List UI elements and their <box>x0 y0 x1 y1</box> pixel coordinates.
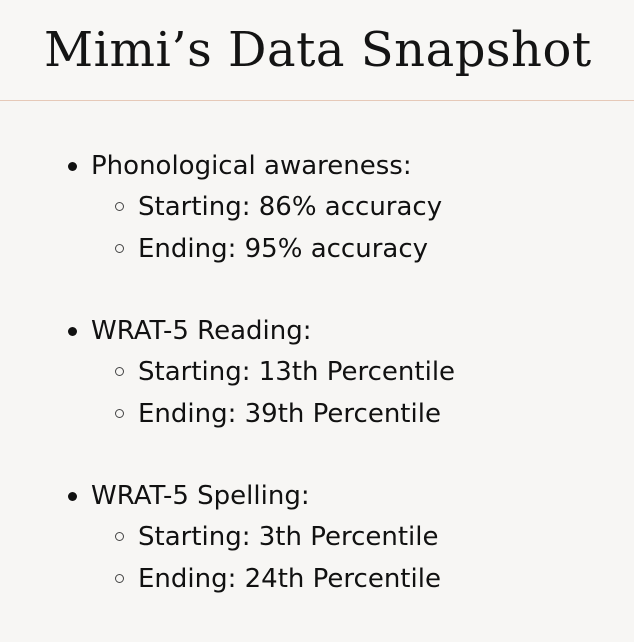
page-title: Mimi’s Data Snapshot <box>44 22 592 78</box>
list-item-text: Ending: 24th Percentile <box>138 564 441 594</box>
bullet-circle-icon <box>115 409 124 418</box>
section-heading: WRAT-5 Spelling: <box>91 481 310 511</box>
page-header <box>0 0 634 101</box>
bullet-circle-icon <box>115 367 124 376</box>
list-item-text: Starting: 86% accuracy <box>138 192 443 222</box>
bullet-circle-icon <box>115 532 124 541</box>
list-item-text: Starting: 13th Percentile <box>138 357 456 387</box>
bullet-circle-icon <box>115 244 124 253</box>
bullet-dot-icon <box>68 327 77 336</box>
list-item-text: Ending: 39th Percentile <box>138 399 441 429</box>
section-heading: WRAT-5 Reading: <box>91 316 312 346</box>
bullet-dot-icon <box>68 492 77 501</box>
list-item-text: Ending: 95% accuracy <box>138 234 428 264</box>
bullet-circle-icon <box>115 574 124 583</box>
list-item-text: Starting: 3th Percentile <box>138 522 439 552</box>
bullet-dot-icon <box>68 162 77 171</box>
snapshot-content <box>0 101 634 642</box>
bullet-circle-icon <box>115 202 124 211</box>
section-heading: Phonological awareness: <box>91 151 412 181</box>
